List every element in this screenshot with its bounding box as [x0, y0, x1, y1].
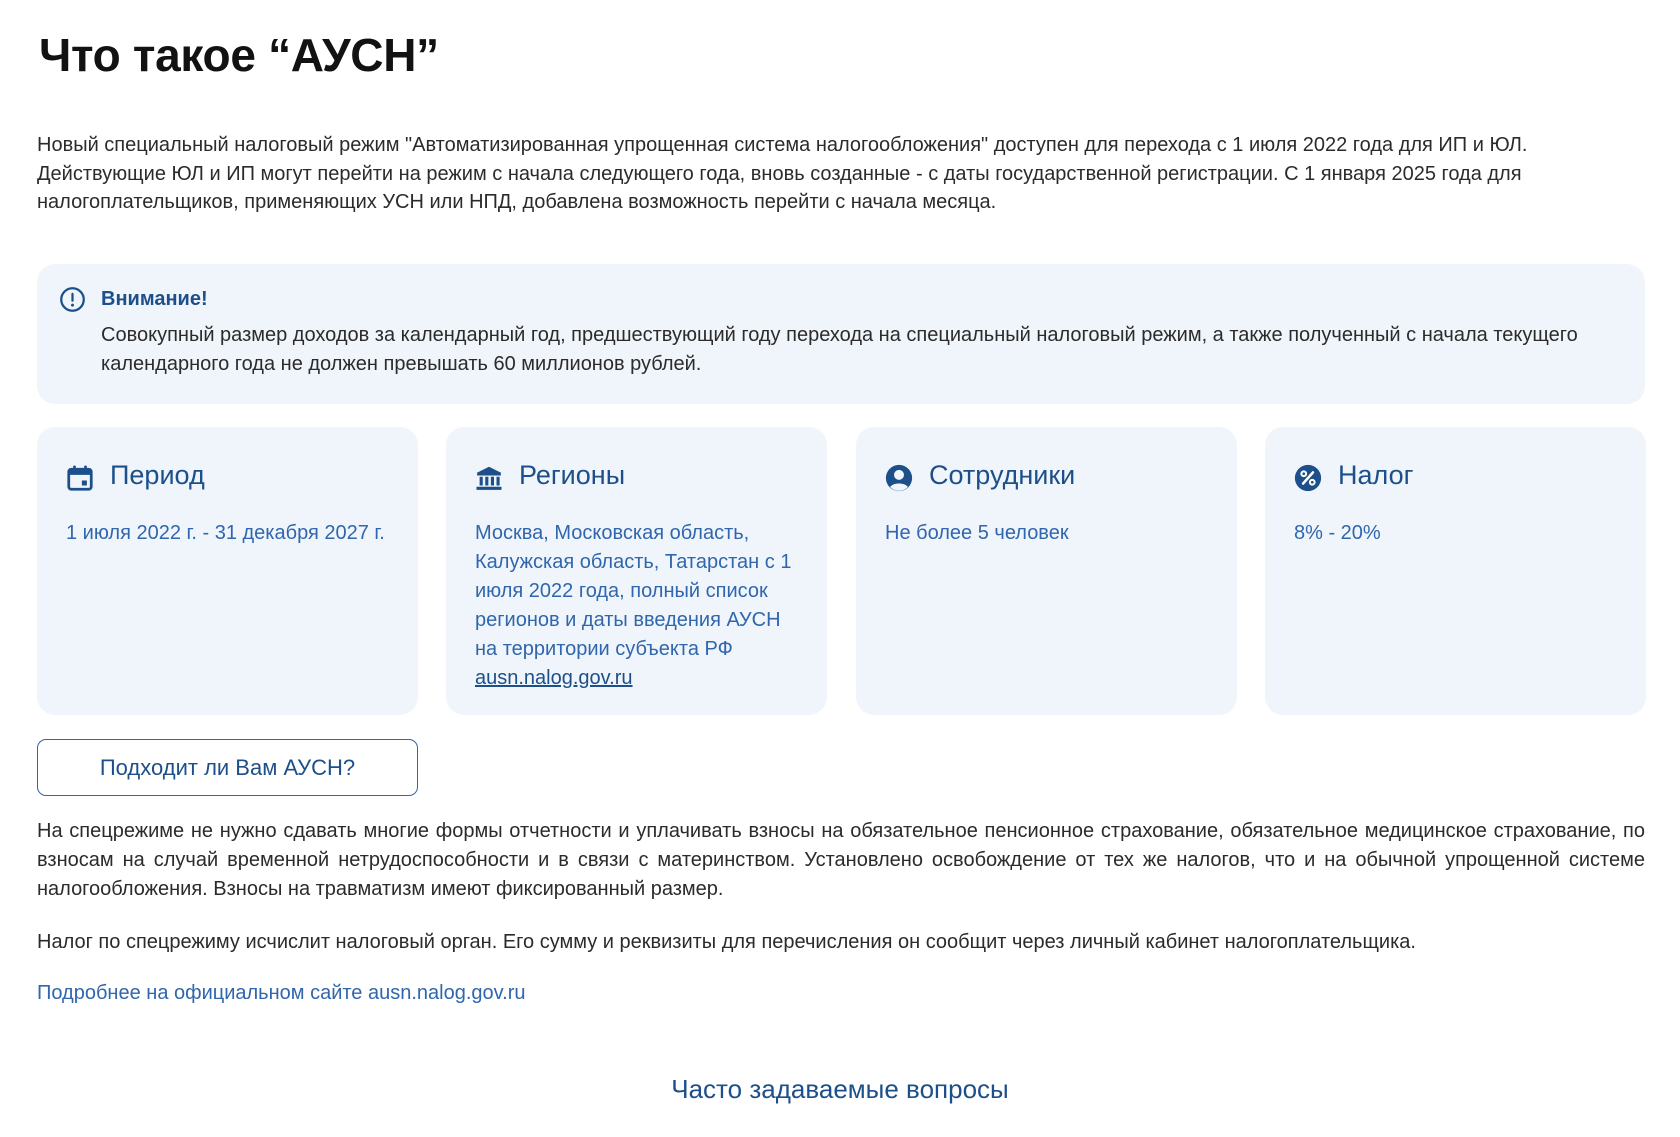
notice-box [37, 264, 1645, 404]
card-period [37, 427, 418, 715]
intro-paragraph: Новый специальный налоговый режим "Автоматизированная упрощенная система налогообложения" доступен для перехода с 1 июля 2022 года для ИП и ЮЛ. Действующие ЮЛ и ИП могут перейти на режим с начала следующего года, вновь созданные - с даты государственной регистрации. С 1 января 2025 года для налогоплательщиков, применяющих УСН или НПД, добавлена возможность перейти с начала месяца. [37, 134, 1528, 213]
card-text-period: 1 июля 2022 г. - 31 декабря 2027 г. [66, 522, 385, 544]
card-employees [856, 427, 1237, 715]
card-title-employees: Сотрудники [929, 460, 1076, 490]
bank-icon [474, 463, 504, 493]
card-title-period: Период [110, 460, 205, 490]
card-title-tax: Налог [1338, 460, 1414, 490]
notice-text: Совокупный размер доходов за календарный год, предшествующий году перехода на специальный налоговый режим, а также полученный с начала текущего календарного года не должен превышать 60 миллионов рублей. [101, 324, 1578, 375]
body-paragraph-2: Налог по спецрежиму исчислит налоговый орган. Его сумму и реквизиты для перечисления он сообщит через личный кабинет налогоплательщика. [37, 931, 1416, 953]
body-paragraph-1: На спецрежиме не нужно сдавать многие формы отчетности и уплачивать взносы на обязательное пенсионное страхование, обязательное медицинское страхование, по взносам на случай временной нетрудоспособности и в связи с материнством. Установлено освобождение от тех же налогов, что и на обычной упрощенной системе налогообложения. Взносы на травматизм имеют фиксированный размер. [37, 820, 1645, 900]
card-regions [446, 427, 827, 715]
regions-link[interactable]: ausn.nalog.gov.ru [475, 667, 633, 689]
card-text-regions [475, 519, 805, 693]
card-tax [1265, 427, 1646, 715]
calendar-icon [65, 463, 95, 493]
card-text-employees: Не более 5 человек [885, 522, 1069, 544]
page-title: Что такое “АУСН” [39, 29, 439, 81]
card-text-tax: 8% - 20% [1294, 522, 1381, 544]
suitability-check-button[interactable]: Подходит ли Вам АУСН? [37, 739, 418, 796]
person-icon [884, 463, 914, 493]
notice-title: Внимание! [101, 288, 208, 310]
card-title-regions: Регионы [519, 460, 626, 490]
percent-icon [1293, 463, 1323, 493]
faq-heading[interactable]: Часто задаваемые вопросы [671, 1074, 1009, 1104]
exclamation-circle-icon [59, 286, 86, 313]
official-site-link[interactable]: Подробнее на официальном сайте ausn.nalog.gov.ru [37, 982, 526, 1004]
card-text-regions-body: Москва, Московская область, Калужская область, Татарстан с 1 июля 2022 года, полный список регионов и даты введения АУСН на территории субъекта РФ [475, 522, 792, 660]
